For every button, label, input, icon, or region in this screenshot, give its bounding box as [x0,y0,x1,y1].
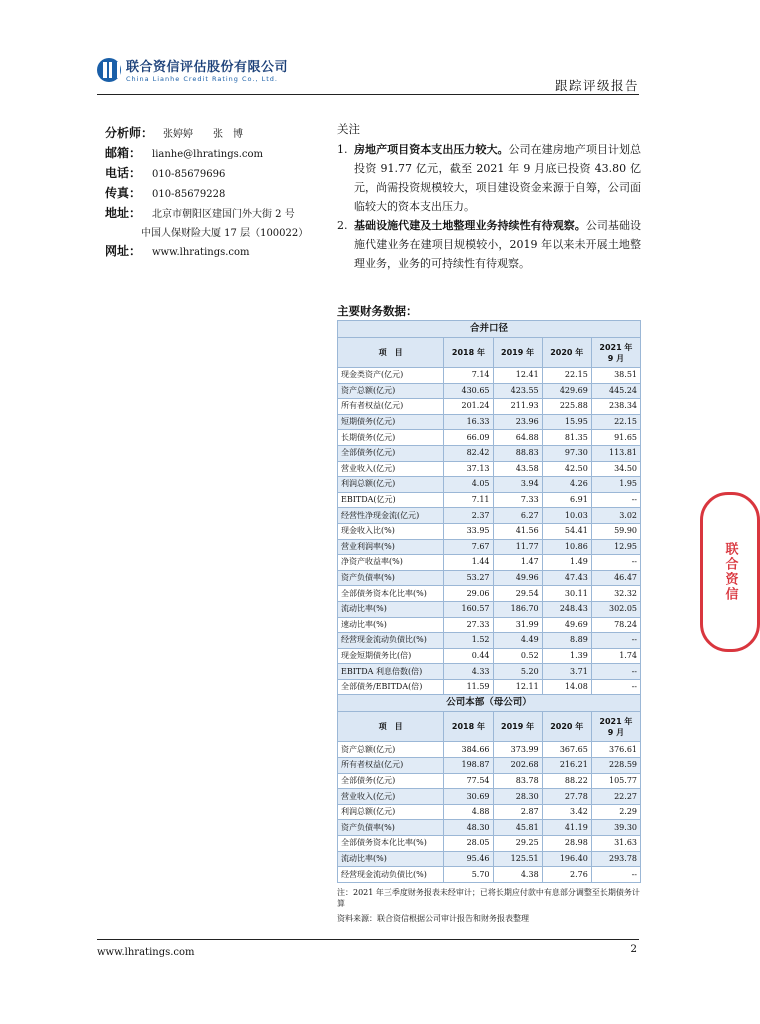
table-cell: -- [591,664,640,680]
table-cell: 125.51 [493,851,542,867]
table-row [338,648,641,664]
analyst-names: 张婷婷 张 博 [163,129,243,140]
table-row [338,523,641,539]
table-cell: 423.55 [493,383,542,399]
table-cell: 3.02 [591,508,640,524]
row-label: 流动比率(%) [338,851,444,867]
table-row [338,586,641,602]
focus-item-text [354,216,641,273]
table-cell: 33.95 [444,523,493,539]
table-cell: 91.65 [591,430,640,446]
row-label: 经营现金流动负债比(%) [338,633,444,649]
year-column-header: 2020 年 [542,712,591,742]
focus-item-number: 1. [337,143,348,156]
table-cell: 1.95 [591,477,640,493]
table-row [338,368,641,384]
table-cell: 88.83 [493,445,542,461]
financial-data-table [337,320,641,883]
data-source: 资料来源：联合资信根据公司审计报告和财务报表整理 [337,914,529,923]
address-line2: 中国人保财险大厦 17 层（100022） [141,228,309,239]
table-cell: 28.30 [493,789,542,805]
table-cell: 1.39 [542,648,591,664]
row-label: 长期债务(亿元) [338,430,444,446]
table-cell: 66.09 [444,430,493,446]
table-cell: -- [591,555,640,571]
table-cell: 1.47 [493,555,542,571]
row-label: 经营性净现金流(亿元) [338,508,444,524]
table-cell: -- [591,679,640,695]
table-cell: 225.88 [542,399,591,415]
table-cell: 78.24 [591,617,640,633]
table-cell: 1.52 [444,633,493,649]
row-label: 全部债务(亿元) [338,773,444,789]
year-column-header: 2019 年 [493,712,542,742]
table-cell: 38.51 [591,368,640,384]
table-row [338,555,641,571]
table-cell: 49.96 [493,570,542,586]
website-value[interactable]: www.lhratings.com [152,247,250,258]
table-cell: 77.54 [444,773,493,789]
table-cell: 373.99 [493,742,542,758]
row-label: 营业利润率(%) [338,539,444,555]
table-cell: 216.21 [542,758,591,774]
table-cell: 28.05 [444,836,493,852]
table-notes [337,887,641,928]
table-cell: 43.58 [493,461,542,477]
consolidated-header-row [338,338,641,368]
table-cell: 45.81 [493,820,542,836]
row-label: EBITDA(亿元) [338,492,444,508]
row-label: 短期债务(亿元) [338,414,444,430]
table-row [338,383,641,399]
table-cell: 12.41 [493,368,542,384]
table-cell: 5.20 [493,664,542,680]
table-cell: 30.11 [542,586,591,602]
table-cell: 293.78 [591,851,640,867]
table-cell: 4.26 [542,477,591,493]
consolidated-title: 合并口径 [338,321,641,338]
row-label: 利润总额(亿元) [338,477,444,493]
table-cell: 228.59 [591,758,640,774]
lianhe-logo-icon [97,58,121,82]
table-cell: 28.98 [542,836,591,852]
table-cell: 248.43 [542,601,591,617]
table-cell: 7.67 [444,539,493,555]
table-cell: 88.22 [542,773,591,789]
table-cell: 46.47 [591,570,640,586]
table-row [338,461,641,477]
focus-item-body: 公司基础设施代建业务在建项目规模较小，2019 年以来未开展土地整理业务，业务的可持续性有待观察。 [354,219,642,270]
table-cell: 12.95 [591,539,640,555]
phone-row [105,164,308,184]
row-label: 营业收入(亿元) [338,789,444,805]
table-cell: 11.77 [493,539,542,555]
table-cell: 22.15 [542,368,591,384]
table-cell: 430.65 [444,383,493,399]
focus-item-body: 公司在建房地产项目计划总投资 91.77 亿元，截至 2021 年 9 月底已投资 43.80 亿元，尚需投资规模较大，项目建设资金来源于自筹，公司面临较大的资本支出压力。 [354,143,642,213]
table-row [338,492,641,508]
parent-header-row [338,712,641,742]
table-row [338,539,641,555]
row-label: 现金收入比(%) [338,523,444,539]
table-cell: -- [591,492,640,508]
header-divider [97,94,639,95]
email-row [105,144,308,164]
table-cell: 5.70 [444,867,493,883]
year-column-header: 2021 年 9 月 [591,338,640,368]
table-cell: 27.78 [542,789,591,805]
table-row [338,867,641,883]
table-row [338,399,641,415]
table-cell: 82.42 [444,445,493,461]
year-column-header: 2020 年 [542,338,591,368]
table-cell: 29.54 [493,586,542,602]
website-label: 网址： [105,244,142,258]
table-row [338,820,641,836]
table-cell: 34.50 [591,461,640,477]
table-cell: 8.89 [542,633,591,649]
analyst-label: 分析师： [105,126,154,140]
table-cell: 6.27 [493,508,542,524]
table-cell: 1.44 [444,555,493,571]
table-cell: 3.42 [542,804,591,820]
row-label: 净资产收益率(%) [338,555,444,571]
analyst-contacts [105,124,308,262]
email-value[interactable]: lianhe@lhratings.com [152,149,264,160]
table-row [338,508,641,524]
footer-divider [97,939,639,940]
table-cell: 2.76 [542,867,591,883]
table-cell: 23.96 [493,414,542,430]
item-column-header: 项 目 [338,712,444,742]
table-cell: 15.95 [542,414,591,430]
table-cell: 4.88 [444,804,493,820]
table-cell: 6.91 [542,492,591,508]
table-cell: 196.40 [542,851,591,867]
table-row [338,851,641,867]
parent-title-row [338,695,641,712]
company-logo [97,56,288,83]
table-row [338,414,641,430]
focus-heading: 关注 [337,122,360,136]
company-seal-stamp: 联合资信 [700,492,760,652]
table-row [338,570,641,586]
table-cell: 22.15 [591,414,640,430]
page-number: 2 [630,943,637,955]
table-cell: 7.33 [493,492,542,508]
fax-label: 传真： [105,186,142,200]
focus-item [337,216,641,273]
table-row [338,445,641,461]
table-cell: 3.71 [542,664,591,680]
table-cell: 29.25 [493,836,542,852]
table-cell: 83.78 [493,773,542,789]
address-label: 地址： [105,206,142,220]
table-cell: 367.65 [542,742,591,758]
table-row [338,633,641,649]
row-label: 流动比率(%) [338,601,444,617]
table-row [338,430,641,446]
table-cell: 186.70 [493,601,542,617]
phone-value: 010-85679696 [152,169,226,180]
row-label: 全部债务(亿元) [338,445,444,461]
table-cell: 4.38 [493,867,542,883]
table-cell: 105.77 [591,773,640,789]
row-label: 所有者权益(亿元) [338,399,444,415]
row-label: 现金短期债务比(倍) [338,648,444,664]
table-cell: 4.33 [444,664,493,680]
table-row [338,664,641,680]
fax-value: 010-85679228 [152,189,226,200]
report-type: 跟踪评级报告 [554,78,639,93]
row-label: 所有者权益(亿元) [338,758,444,774]
parent-title: 公司本部（母公司） [338,695,641,712]
table-cell: 42.50 [542,461,591,477]
table-cell: 1.49 [542,555,591,571]
table-row [338,758,641,774]
row-label: 全部债务资本化比率(%) [338,586,444,602]
focus-section [337,120,641,273]
table-cell: 201.24 [444,399,493,415]
consolidated-title-row [338,321,641,338]
table-cell: 53.27 [444,570,493,586]
company-name-cn: 联合资信评估股份有限公司 [126,60,289,75]
table-cell: 64.88 [493,430,542,446]
address-row [105,204,308,224]
table-cell: 32.32 [591,586,640,602]
table-cell: 54.41 [542,523,591,539]
table-cell: 27.33 [444,617,493,633]
table-note: 注：2021 年三季度财务报表未经审计；已将长期应付款中有息部分调整至长期债务计算 [337,888,640,908]
table-cell: 41.56 [493,523,542,539]
table-cell: 41.19 [542,820,591,836]
table-cell: 16.33 [444,414,493,430]
address-line1: 北京市朝阳区建国门外大街 2 号 [152,209,295,220]
table-cell: 238.34 [591,399,640,415]
year-column-header: 2018 年 [444,712,493,742]
table-row [338,679,641,695]
table-cell: 31.99 [493,617,542,633]
table-cell: 7.11 [444,492,493,508]
table-cell: 81.35 [542,430,591,446]
table-cell: 97.30 [542,445,591,461]
financial-data-title: 主要财务数据： [337,304,418,318]
table-row [338,742,641,758]
table-cell: 7.14 [444,368,493,384]
focus-item-number: 2. [337,219,348,232]
table-cell: 39.30 [591,820,640,836]
table-row [338,836,641,852]
table-cell: 445.24 [591,383,640,399]
table-cell: 12.11 [493,679,542,695]
table-cell: 11.59 [444,679,493,695]
table-cell: 160.57 [444,601,493,617]
table-row [338,789,641,805]
table-cell: 429.69 [542,383,591,399]
focus-item-text [354,140,641,216]
table-cell: 2.29 [591,804,640,820]
table-row [338,617,641,633]
item-column-header: 项 目 [338,338,444,368]
phone-label: 电话： [105,166,142,180]
row-label: 资产总额(亿元) [338,383,444,399]
table-cell: 4.49 [493,633,542,649]
table-cell: -- [591,633,640,649]
focus-item-title: 基础设施代建及土地整理业务持续性有待观察。 [354,219,586,232]
table-cell: 95.46 [444,851,493,867]
table-cell: 2.87 [493,804,542,820]
company-name-en: China Lianhe Credit Rating Co., Ltd. [126,75,278,83]
table-cell: 10.86 [542,539,591,555]
footer-website[interactable]: www.lhratings.com [97,947,195,958]
table-row [338,773,641,789]
table-cell: 4.05 [444,477,493,493]
row-label: 全部债务/EBITDA(倍) [338,679,444,695]
table-cell: 0.44 [444,648,493,664]
table-cell: 384.66 [444,742,493,758]
table-cell: 302.05 [591,601,640,617]
website-row [105,242,308,262]
table-cell: 202.68 [493,758,542,774]
row-label: 利润总额(亿元) [338,804,444,820]
row-label: 经营现金流动负债比(%) [338,867,444,883]
year-column-header: 2021 年 9 月 [591,712,640,742]
table-row [338,477,641,493]
row-label: 资产负债率(%) [338,570,444,586]
row-label: 速动比率(%) [338,617,444,633]
table-cell: 30.69 [444,789,493,805]
table-cell: 22.27 [591,789,640,805]
row-label: EBITDA 利息倍数(倍) [338,664,444,680]
table-cell: 0.52 [493,648,542,664]
table-cell: 31.63 [591,836,640,852]
table-cell: 198.87 [444,758,493,774]
year-column-header: 2018 年 [444,338,493,368]
year-column-header: 2019 年 [493,338,542,368]
table-cell: 113.81 [591,445,640,461]
row-label: 资产负债率(%) [338,820,444,836]
table-cell: -- [591,867,640,883]
table-cell: 211.93 [493,399,542,415]
table-cell: 14.08 [542,679,591,695]
table-cell: 59.90 [591,523,640,539]
table-row [338,804,641,820]
table-cell: 49.69 [542,617,591,633]
table-cell: 29.06 [444,586,493,602]
email-label: 邮箱： [105,146,142,160]
fax-row [105,184,308,204]
focus-item [337,140,641,216]
focus-item-title: 房地产项目资本支出压力较大。 [354,143,509,156]
table-cell: 10.03 [542,508,591,524]
table-cell: 48.30 [444,820,493,836]
table-row [338,601,641,617]
row-label: 营业收入(亿元) [338,461,444,477]
table-cell: 1.74 [591,648,640,664]
table-cell: 47.43 [542,570,591,586]
table-cell: 37.13 [444,461,493,477]
row-label: 全部债务资本化比率(%) [338,836,444,852]
table-cell: 376.61 [591,742,640,758]
table-cell: 3.94 [493,477,542,493]
table-cell: 2.37 [444,508,493,524]
row-label: 现金类资产(亿元) [338,368,444,384]
analyst-row [105,124,308,144]
row-label: 资产总额(亿元) [338,742,444,758]
